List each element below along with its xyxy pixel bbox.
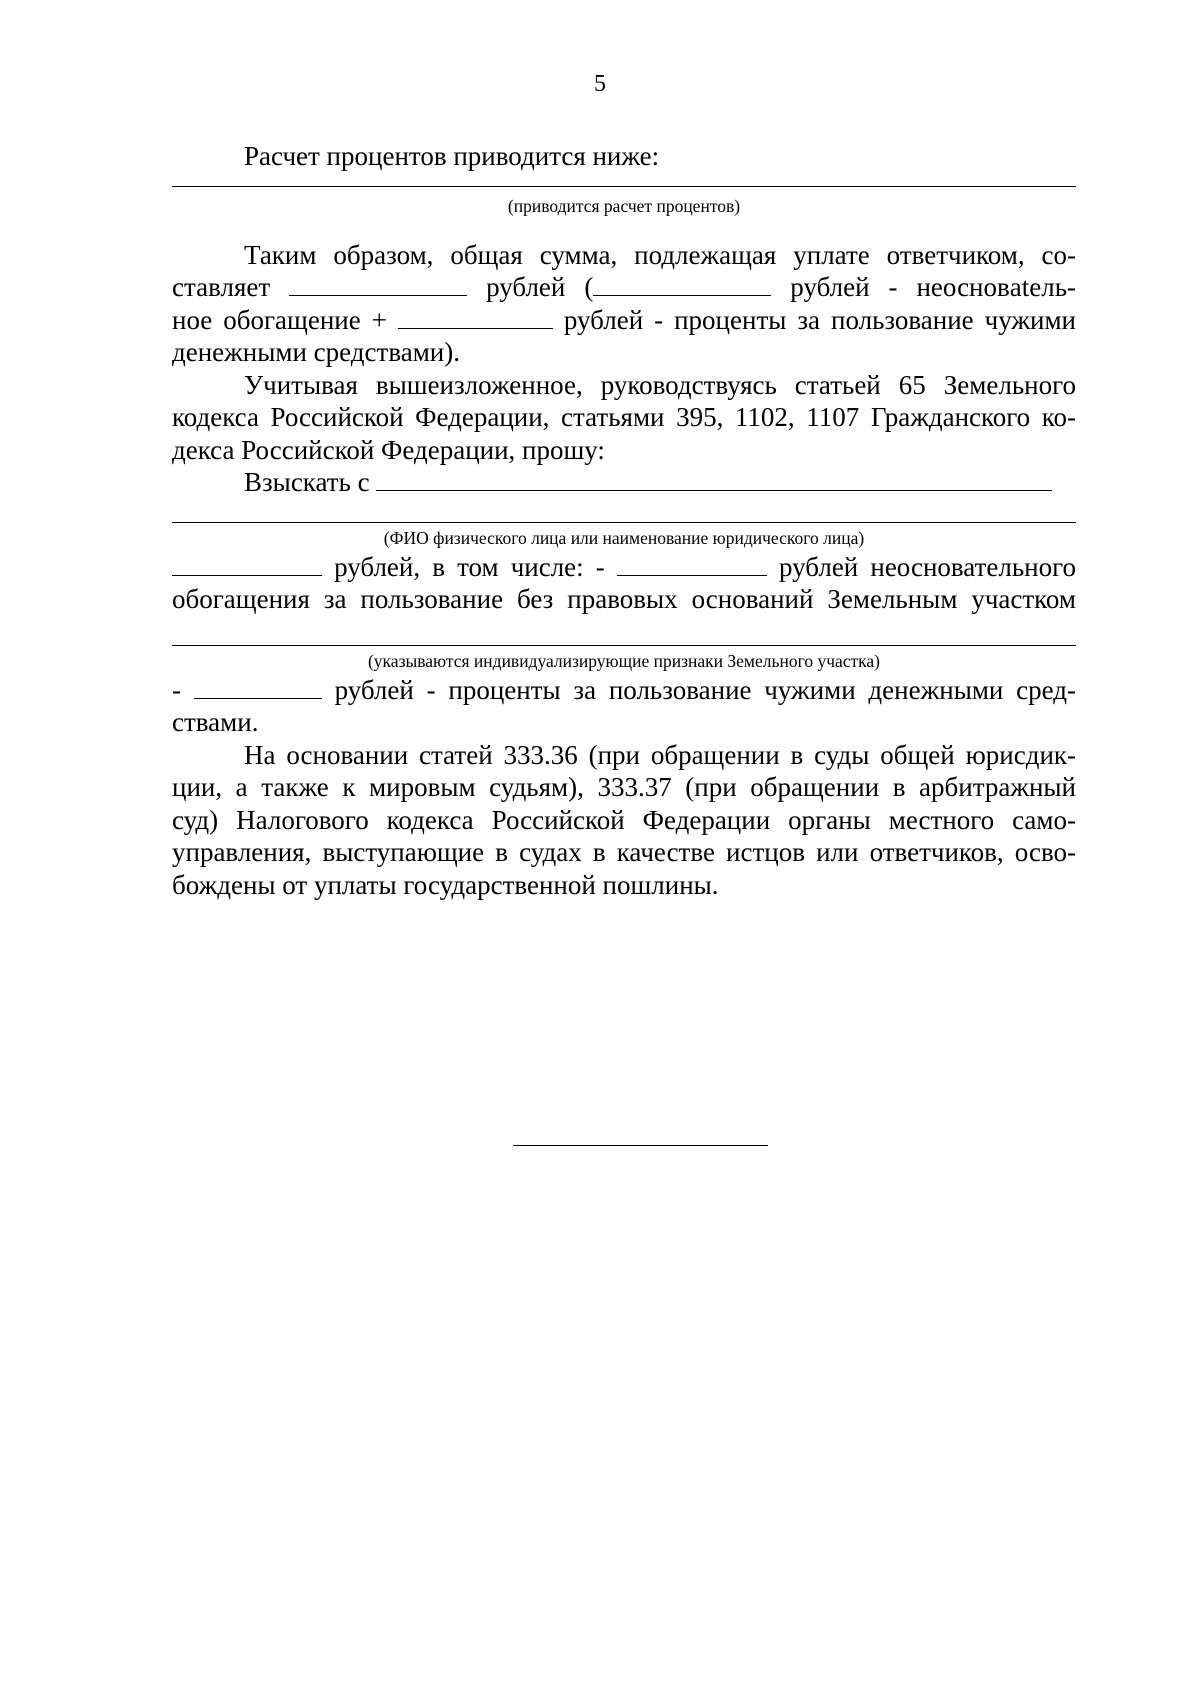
duty-line-1: На основании статей 333.36 (при обращении в суды общей юрисдик- [244, 739, 1076, 770]
interest-line-1 [172, 674, 1076, 707]
end-separator-line [513, 1145, 768, 1146]
duty-line-2: ции, а также к мировым судьям), 333.37 (при обращении в арбитражный [172, 772, 1076, 802]
amount-enrichment-label: рублей неосновательного [779, 551, 1077, 582]
total-line-1: Таким образом, общая сумма, подлежащая уплате ответчиком, со- [244, 239, 1076, 270]
recover-party-blank[interactable] [376, 468, 1052, 491]
duty-paragraph [172, 739, 1076, 902]
enrichment-plus: ное обогащение + [172, 304, 387, 335]
duty-line-3: суд) Налогового кодекса Российской Федерации органы местного само- [172, 804, 1076, 835]
interest-text: рублей - проценты за пользование чужими денежными сред- [334, 674, 1076, 705]
interest-sum-blank[interactable] [398, 306, 553, 329]
considering-line-2: кодекса Российской Федерации, статьями 395, 1102, 1107 Гражданского ко- [172, 402, 1076, 432]
considering-paragraph [172, 369, 1076, 467]
page-number: 5 [594, 71, 606, 97]
total-rub-open: рублей ( [486, 272, 594, 302]
recover-label: Взыскать с [244, 467, 370, 497]
enrichment-label: рублей - неосновatель- [790, 272, 1077, 302]
recover-line [172, 466, 1076, 499]
amount-paragraph [172, 551, 1076, 616]
amount-line-1 [172, 551, 1076, 584]
party-caption: (ФИО физического лица или наименование юридического лица) [383, 527, 865, 548]
considering-line-1: Учитывая вышеизложенное, руководствуясь статьей 65 Земельного [244, 369, 1076, 400]
total-paragraph [172, 239, 1076, 369]
amount-enrichment-blank[interactable] [617, 553, 767, 576]
interest-line-2: ствами. [172, 707, 259, 737]
interest-dash: - [172, 674, 181, 705]
total-label: ставляет [172, 272, 271, 302]
calc-caption: (приводится расчет процентов) [507, 195, 741, 216]
plot-blank-line[interactable] [172, 644, 1076, 646]
party-blank-line[interactable] [172, 521, 1076, 523]
calc-intro: Расчет процентов приводится ниже: [244, 141, 660, 171]
considering-line-3: декса Российской Федерации, прошу: [172, 434, 605, 465]
duty-line-4: управления, выступающие в судах в качестве истцов или ответчиков, осво- [172, 837, 1076, 867]
enrichment-sum-blank[interactable] [593, 273, 771, 296]
interest-label: рублей - проценты за пользование чужими [563, 304, 1076, 335]
duty-line-5: бождены от уплаты государственной пошлины. [172, 869, 719, 900]
total-sum-blank[interactable] [289, 273, 467, 296]
total-line-3 [172, 304, 1076, 337]
amount-total-blank[interactable] [172, 553, 322, 576]
plot-caption: (указываются индивидуализирующие признаки Земельного участка) [367, 650, 881, 671]
amount-including-label: рублей, в том числе: - [334, 551, 605, 582]
document-body [172, 140, 1076, 901]
interest-paragraph [172, 674, 1076, 739]
calc-blank-line[interactable] [172, 185, 1076, 187]
amount-line-2: обогащения за пользование без правовых оснований Земельным участком [172, 584, 1076, 614]
total-line-4: денежными средствами). [172, 337, 460, 367]
interest-amount-blank[interactable] [194, 676, 322, 699]
total-line-2 [172, 271, 1076, 304]
